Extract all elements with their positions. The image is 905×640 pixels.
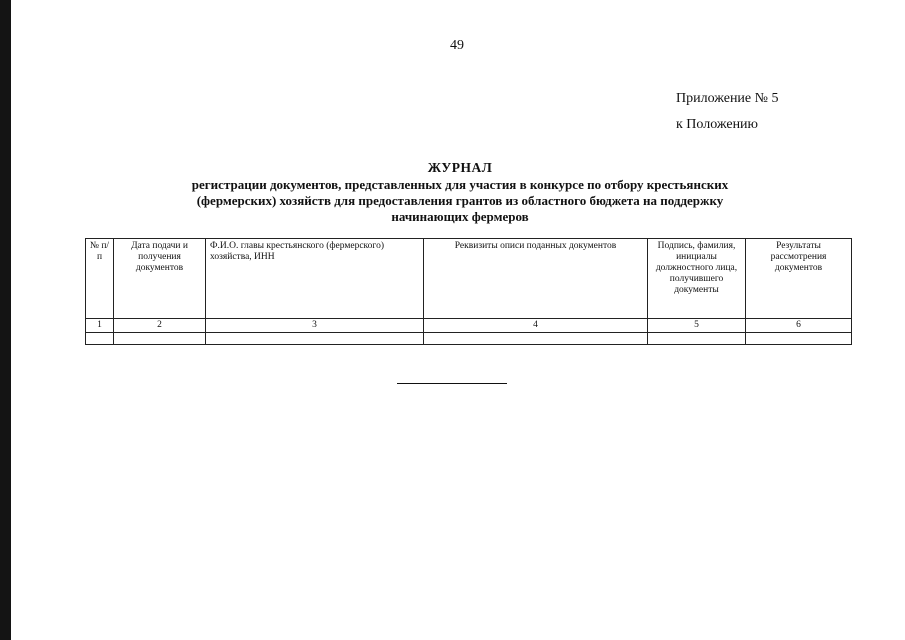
column-number-4: 4 bbox=[424, 319, 648, 333]
empty-cell bbox=[206, 333, 424, 345]
empty-cell bbox=[114, 333, 206, 345]
column-number-3: 3 bbox=[206, 319, 424, 333]
page-number: 49 bbox=[450, 38, 464, 53]
appendix-number: Приложение № 5 bbox=[676, 91, 779, 106]
heading-line-2: (фермерских) хозяйств для предоставления грантов из областного бюджета на поддержку bbox=[196, 193, 724, 208]
heading-line-1: регистрации документов, представленных для участия в конкурсе по отбору крестьянских bbox=[191, 177, 729, 192]
appendix-reference: к Положению bbox=[676, 117, 759, 132]
empty-cell bbox=[424, 333, 648, 345]
column-number-1: 1 bbox=[86, 319, 114, 333]
column-number-5: 5 bbox=[648, 319, 746, 333]
header-number: № п/п bbox=[86, 239, 114, 319]
heading-line-3: начинающих фермеров bbox=[391, 209, 529, 224]
header-farm-head: Ф.И.О. главы крестьянского (фермерского) хозяйства, ИНН bbox=[206, 239, 424, 319]
document-title: ЖУРНАЛ bbox=[427, 160, 493, 175]
header-signature: Подпись, фамилия, инициалы должностного лица, получившего документы bbox=[648, 239, 746, 319]
column-number-6: 6 bbox=[746, 319, 852, 333]
empty-cell bbox=[746, 333, 852, 345]
registration-table bbox=[85, 238, 852, 345]
header-date: Дата подачи и получения документов bbox=[114, 239, 206, 319]
table-header-row bbox=[86, 239, 852, 319]
end-separator-line bbox=[397, 383, 507, 384]
empty-cell bbox=[648, 333, 746, 345]
header-documents: Реквизиты описи поданных документов bbox=[424, 239, 648, 319]
scan-edge bbox=[0, 0, 11, 640]
appendix-label bbox=[676, 86, 779, 138]
column-number-2: 2 bbox=[114, 319, 206, 333]
document-heading bbox=[110, 160, 810, 225]
empty-cell bbox=[86, 333, 114, 345]
header-results: Результаты рассмотрения документов bbox=[746, 239, 852, 319]
table-row bbox=[86, 319, 852, 333]
table-row bbox=[86, 333, 852, 345]
